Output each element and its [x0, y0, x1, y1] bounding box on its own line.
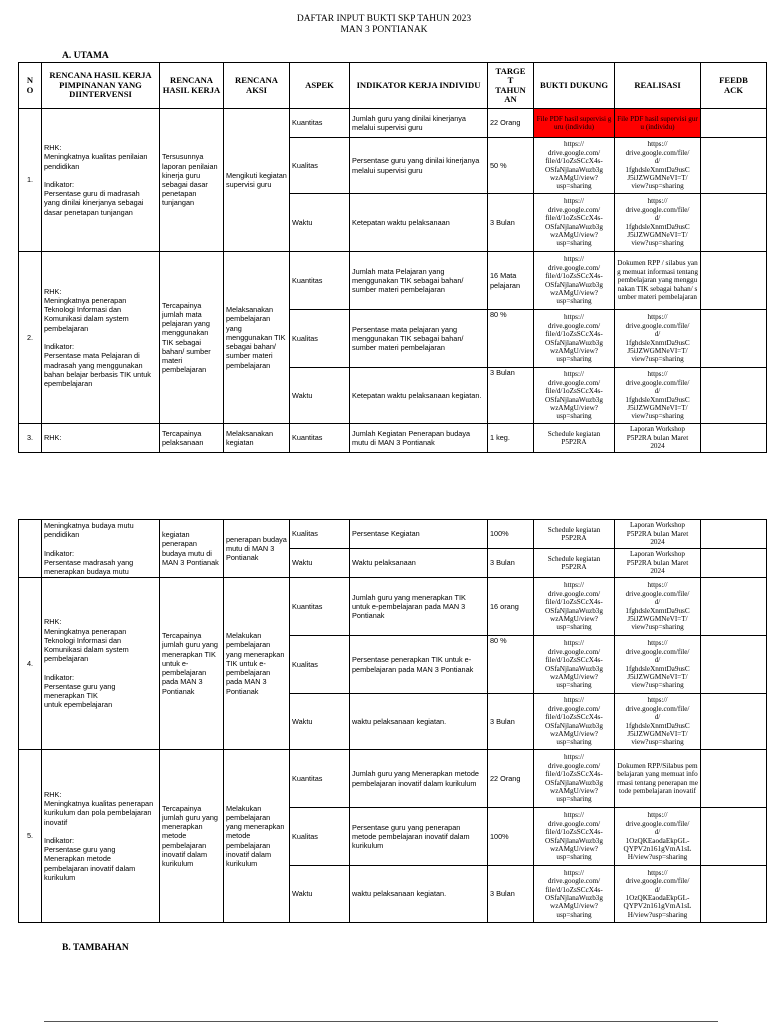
col-header-bukti-dukung: BUKTI DUKUNG	[534, 63, 615, 109]
realisasi-cell: https:// drive.google.com/file/ d/ 1OzQKEaodaEkpGL- QYPV2n161gVmA1sL H/view?usp=sharing	[615, 808, 701, 866]
target-cell: 80 %	[488, 310, 534, 368]
bukti-dukung-cell: https:// drive.google.com/ file/d/1oZsSCcX4s- OSfaNjlanaWuzb3g wzAMgU/view? usp=sharing	[534, 578, 615, 636]
rhk-cell: Tercapainya jumlah guru yang menerapkan TIK untuk e-pembelajaran pada MAN 3 Pontianak	[160, 578, 224, 750]
col-header-no: N O	[19, 63, 42, 109]
rhk-pimpinan-cell: RHK: Meningkatnya penerapan Teknologi Informasi dan Komunikasi dalam system pembelajaran Indikator: Persentase mata Pelajaran di madrasah yang menggunakan bahan belajar berbasis TIK untuk epembelajaran	[42, 252, 160, 424]
col-header-rhk: RENCANA HASIL KERJA	[160, 63, 224, 109]
feedback-cell	[701, 636, 767, 694]
bukti-dukung-cell: Schedule kegiatan P5P2RA	[534, 549, 615, 578]
table-row	[19, 424, 767, 453]
realisasi-cell: https:// drive.google.com/file/ d/ 1fghdsleXnmtDa9usC J5iJZWGMNeVI=T/ view?usp=sharing	[615, 138, 701, 194]
section-a-heading: A. UTAMA	[62, 51, 109, 61]
aspek-cell: Waktu	[290, 368, 350, 424]
col-header-realisasi: REALISASI	[615, 63, 701, 109]
realisasi-cell: Laporan Workshop P5P2RA bulan Maret 2024	[615, 549, 701, 578]
feedback-cell	[701, 549, 767, 578]
aspek-cell: Kuantitas	[290, 109, 350, 138]
rhk-cell: Tercapainya jumlah guru yang menerapkan metode pembelajaran inovatif dalam kurikulum	[160, 750, 224, 923]
col-header-aspek: ASPEK	[290, 63, 350, 109]
bukti-dukung-cell: File PDF hasil supervisi guru (individu)	[534, 109, 615, 138]
rhk-cell: kegiatan penerapan budaya mutu di MAN 3 Pontianak	[160, 520, 224, 578]
realisasi-cell: https:// drive.google.com/file/ d/ 1fghdsleXnmtDa9usC J5iJZWGMNeVI=T/ view?usp=sharing	[615, 368, 701, 424]
target-cell: 3 Bulan	[488, 694, 534, 750]
aspek-cell: Kuantitas	[290, 424, 350, 453]
target-cell: 1 keg.	[488, 424, 534, 453]
realisasi-cell: https:// drive.google.com/file/ d/ 1fghdsleXnmtDa9usC J5iJZWGMNeVI=T/ view?usp=sharing	[615, 310, 701, 368]
target-cell: 22 Orang	[488, 750, 534, 808]
rencana-aksi-cell: penerapan budaya mutu di MAN 3 Pontianak	[224, 520, 290, 578]
rencana-aksi-cell: Melakukan pembelajaran yang menerapkan TIK untuk e-pembelajaran pada MAN 3 Pontianak	[224, 578, 290, 750]
aspek-cell: Kualitas	[290, 138, 350, 194]
target-cell: 16 Mata pelajaran	[488, 252, 534, 310]
target-cell: 50 %	[488, 138, 534, 194]
page-divider	[44, 1021, 718, 1022]
realisasi-cell: Laporan Workshop P5P2RA bulan Maret 2024	[615, 424, 701, 453]
realisasi-cell: https:// drive.google.com/file/ d/ 1fghdsleXnmtDa9usC J5iJZWGMNeVI=T/ view?usp=sharing	[615, 636, 701, 694]
section-b-heading: B. TAMBAHAN	[62, 943, 129, 953]
title-line-2: MAN 3 PONTIANAK	[340, 25, 428, 35]
bukti-dukung-cell: https:// drive.google.com/ file/d/1oZsSCcX4s- OSfaNjlanaWuzb3g wzAMgU/view? usp=sharing	[534, 694, 615, 750]
indikator-cell: waktu pelaksanaan kegiatan.	[350, 866, 488, 923]
rencana-aksi-cell: Melaksanakan pembelajaran yang menggunakan TIK sebagai bahan/ sumber materi pembelajaran	[224, 252, 290, 424]
col-header-indikator: INDIKATOR KERJA INDIVIDU	[350, 63, 488, 109]
rhk-cell: Tercapainya jumlah mata pelajaran yang menggunakan TIK sebagai bahan/ sumber materi pembelajaran	[160, 252, 224, 424]
rencana-aksi-cell: Mengikuti kegiatan supervisi guru	[224, 109, 290, 252]
bukti-dukung-cell: https:// drive.google.com/ file/d/1oZsSCcX4s- OSfaNjlanaWuzb3g wzAMgU/view? usp=sharing	[534, 750, 615, 808]
aspek-cell: Waktu	[290, 866, 350, 923]
row-number: 1.	[19, 109, 42, 252]
bukti-dukung-cell: https:// drive.google.com/ file/d/1oZsSCcX4s- OSfaNjlanaWuzb3g wzAMgU/view? usp=sharing	[534, 138, 615, 194]
target-cell: 3 Bulan	[488, 194, 534, 252]
target-cell: 3 Bulan	[488, 549, 534, 578]
indikator-cell: Jumlah guru yang menerapkan TIK untuk e-pembelajaran pada MAN 3 Pontianak	[350, 578, 488, 636]
bukti-dukung-cell: https:// drive.google.com/ file/d/1oZsSCcX4s- OSfaNjlanaWuzb3g wzAMgU/view? usp=sharing	[534, 194, 615, 252]
rhk-pimpinan-cell: Meningkatnya budaya mutu pendidikan Indikator: Persentase madrasah yang menerapkan budaya mutu	[42, 520, 160, 578]
row-number: 4.	[19, 578, 42, 750]
indikator-cell: Persentase guru yang penerapan metode pembelajaran inovatif dalam kurikulum	[350, 808, 488, 866]
rhk-pimpinan-cell: RHK: Meningkatnya penerapan Teknologi Informasi dan Komunikasi dalam system pembelajaran Indikator: Persentase guru yang menerapkan TIK untuk epembelajaran	[42, 578, 160, 750]
feedback-cell	[701, 520, 767, 549]
table-row	[19, 750, 767, 808]
bukti-dukung-cell: https:// drive.google.com/ file/d/1oZsSCcX4s- OSfaNjlanaWuzb3g wzAMgU/view? usp=sharing	[534, 808, 615, 866]
realisasi-cell: File PDF hasil supervisi guru (individu)	[615, 109, 701, 138]
indikator-cell: Persentase mata pelajaran yang menggunakan TIK sebagai bahan/ sumber materi pembelajaran	[350, 310, 488, 368]
realisasi-cell: Laporan Workshop P5P2RA bulan Maret 2024	[615, 520, 701, 549]
feedback-cell	[701, 109, 767, 138]
target-cell: 22 Orang	[488, 109, 534, 138]
feedback-cell	[701, 866, 767, 923]
bukti-dukung-cell: Schedule kegiatan P5P2RA	[534, 424, 615, 453]
rhk-pimpinan-cell: RHK: Meningkatnya kualitas penerapan kurikulum dan pola pembelajaran inovatif Indikator: Persentase guru yang Menerapkan metode pembelajaran inovatif dalam kurikulum	[42, 750, 160, 923]
target-cell: 3 Bulan	[488, 866, 534, 923]
feedback-cell	[701, 750, 767, 808]
aspek-cell: Kualitas	[290, 310, 350, 368]
indikator-cell: Waktu pelaksanaan	[350, 549, 488, 578]
skp-table-page-1	[18, 62, 767, 453]
realisasi-cell: Dokumen RPP/Silabus pembelajaran yang memuat informasi tentang penerapan metode pembelajaran inovatif	[615, 750, 701, 808]
row-number: 2.	[19, 252, 42, 424]
col-header-rencana-aksi: RENCANA AKSI	[224, 63, 290, 109]
aspek-cell: Waktu	[290, 194, 350, 252]
feedback-cell	[701, 310, 767, 368]
skp-table-page-2	[18, 519, 767, 923]
bukti-dukung-cell: https:// drive.google.com/ file/d/1oZsSCcX4s- OSfaNjlanaWuzb3g wzAMgU/view? usp=sharing	[534, 368, 615, 424]
bukti-dukung-cell: Schedule kegiatan P5P2RA	[534, 520, 615, 549]
table-row	[19, 578, 767, 636]
document-title	[0, 14, 768, 36]
feedback-cell	[701, 252, 767, 310]
row-number: 5.	[19, 750, 42, 923]
indikator-cell: Persentase Kegiatan	[350, 520, 488, 549]
rhk-cell: Tersusunnya laporan penilaian kinerja guru sebagai dasar penetapan tunjangan	[160, 109, 224, 252]
rhk-pimpinan-cell: RHK:	[42, 424, 160, 453]
indikator-cell: Persentase guru yang dinilai kinerjanya melalui supervisi guru	[350, 138, 488, 194]
feedback-cell	[701, 808, 767, 866]
target-cell: 16 orang	[488, 578, 534, 636]
rencana-aksi-cell: Melakukan pembelajaran yang menerapkan metode pembelajaran inovatif dalam kurikulum	[224, 750, 290, 923]
bukti-dukung-cell: https:// drive.google.com/ file/d/1oZsSCcX4s- OSfaNjlanaWuzb3g wzAMgU/view? usp=sharing	[534, 310, 615, 368]
table-row	[19, 252, 767, 310]
indikator-cell: Jumlah guru yang dinilai kinerjanya melalui supervisi guru	[350, 109, 488, 138]
aspek-cell: Kuantitas	[290, 578, 350, 636]
table-row	[19, 520, 767, 549]
indikator-cell: Ketepatan waktu pelaksanaan	[350, 194, 488, 252]
realisasi-cell: https:// drive.google.com/file/ d/ 1OzQKEaodaEkpGL- QYPV2n161gVmA1sL H/view?usp=sharing	[615, 866, 701, 923]
aspek-cell: Kualitas	[290, 520, 350, 549]
target-cell: 100%	[488, 808, 534, 866]
col-header-feedback: FEEDB ACK	[701, 63, 767, 109]
aspek-cell: Kuantitas	[290, 252, 350, 310]
indikator-cell: Persentase penerapkan TIK untuk e-pembelajaran pada MAN 3 Pontianak	[350, 636, 488, 694]
title-line-1: DAFTAR INPUT BUKTI SKP TAHUN 2023	[296, 14, 472, 24]
aspek-cell: Waktu	[290, 694, 350, 750]
aspek-cell: Kualitas	[290, 808, 350, 866]
indikator-cell: Jumlah Kegiatan Penerapan budaya mutu di MAN 3 Pontianak	[350, 424, 488, 453]
feedback-cell	[701, 424, 767, 453]
aspek-cell: Waktu	[290, 549, 350, 578]
aspek-cell: Kualitas	[290, 636, 350, 694]
col-header-rhk-pimpinan: RENCANA HASIL KERJA PIMPINANAN YANG DIINTERVENSI	[42, 63, 160, 109]
row-number: 3.	[19, 424, 42, 453]
rhk-cell: Tercapainya pelaksanaan	[160, 424, 224, 453]
target-cell: 100%	[488, 520, 534, 549]
realisasi-cell: Dokumen RPP / silabus yang memuat informasi tentang pembelajaran yang menggunakan TIK sebagai bahan/ sumber materi pembelajaran	[615, 252, 701, 310]
indikator-cell: waktu pelaksanaan kegiatan.	[350, 694, 488, 750]
bukti-dukung-cell: https:// drive.google.com/ file/d/1oZsSCcX4s- OSfaNjlanaWuzb3g wzAMgU/view? usp=sharing	[534, 866, 615, 923]
target-cell: 80 %	[488, 636, 534, 694]
col-header-target: TARGE T TAHUN AN	[488, 63, 534, 109]
feedback-cell	[701, 578, 767, 636]
aspek-cell: Kuantitas	[290, 750, 350, 808]
bukti-dukung-cell: https:// drive.google.com/ file/d/1oZsSCcX4s- OSfaNjlanaWuzb3g wzAMgU/view? usp=sharing	[534, 636, 615, 694]
realisasi-cell: https:// drive.google.com/file/ d/ 1fghdsleXnmtDa9usC J5iJZWGMNeVI=T/ view?usp=sharing	[615, 578, 701, 636]
indikator-cell: Ketepatan waktu pelaksanaan kegiatan.	[350, 368, 488, 424]
realisasi-cell: https:// drive.google.com/file/ d/ 1fghdsleXnmtDa9usC J5iJZWGMNeVI=T/ view?usp=sharing	[615, 194, 701, 252]
table-row	[19, 109, 767, 138]
feedback-cell	[701, 694, 767, 750]
indikator-cell: Jumlah mata Pelajaran yang menggunakan TIK sebagai bahan/ sumber materi pembelajaran	[350, 252, 488, 310]
feedback-cell	[701, 368, 767, 424]
target-cell: 3 Bulan	[488, 368, 534, 424]
feedback-cell	[701, 194, 767, 252]
header-row	[19, 63, 767, 109]
bukti-dukung-cell: https:// drive.google.com/ file/d/1oZsSCcX4s- OSfaNjlanaWuzb3g wzAMgU/view? usp=sharing	[534, 252, 615, 310]
indikator-cell: Jumlah guru yang Menerapkan metode pembelajaran inovatif dalam kurikulum	[350, 750, 488, 808]
rencana-aksi-cell: Melaksanakan kegiatan	[224, 424, 290, 453]
feedback-cell	[701, 138, 767, 194]
rhk-pimpinan-cell: RHK: Meningkatnya kualitas penilaian pendidikan Indikator: Persentase guru di madrasah yang dinilai kinerjanya sebagai dasar penetapan tunjangan	[42, 109, 160, 252]
row-number	[19, 520, 42, 578]
realisasi-cell: https:// drive.google.com/file/ d/ 1fghdsleXnmtDa9usC J5iJZWGMNeVI=T/ view?usp=sharing	[615, 694, 701, 750]
